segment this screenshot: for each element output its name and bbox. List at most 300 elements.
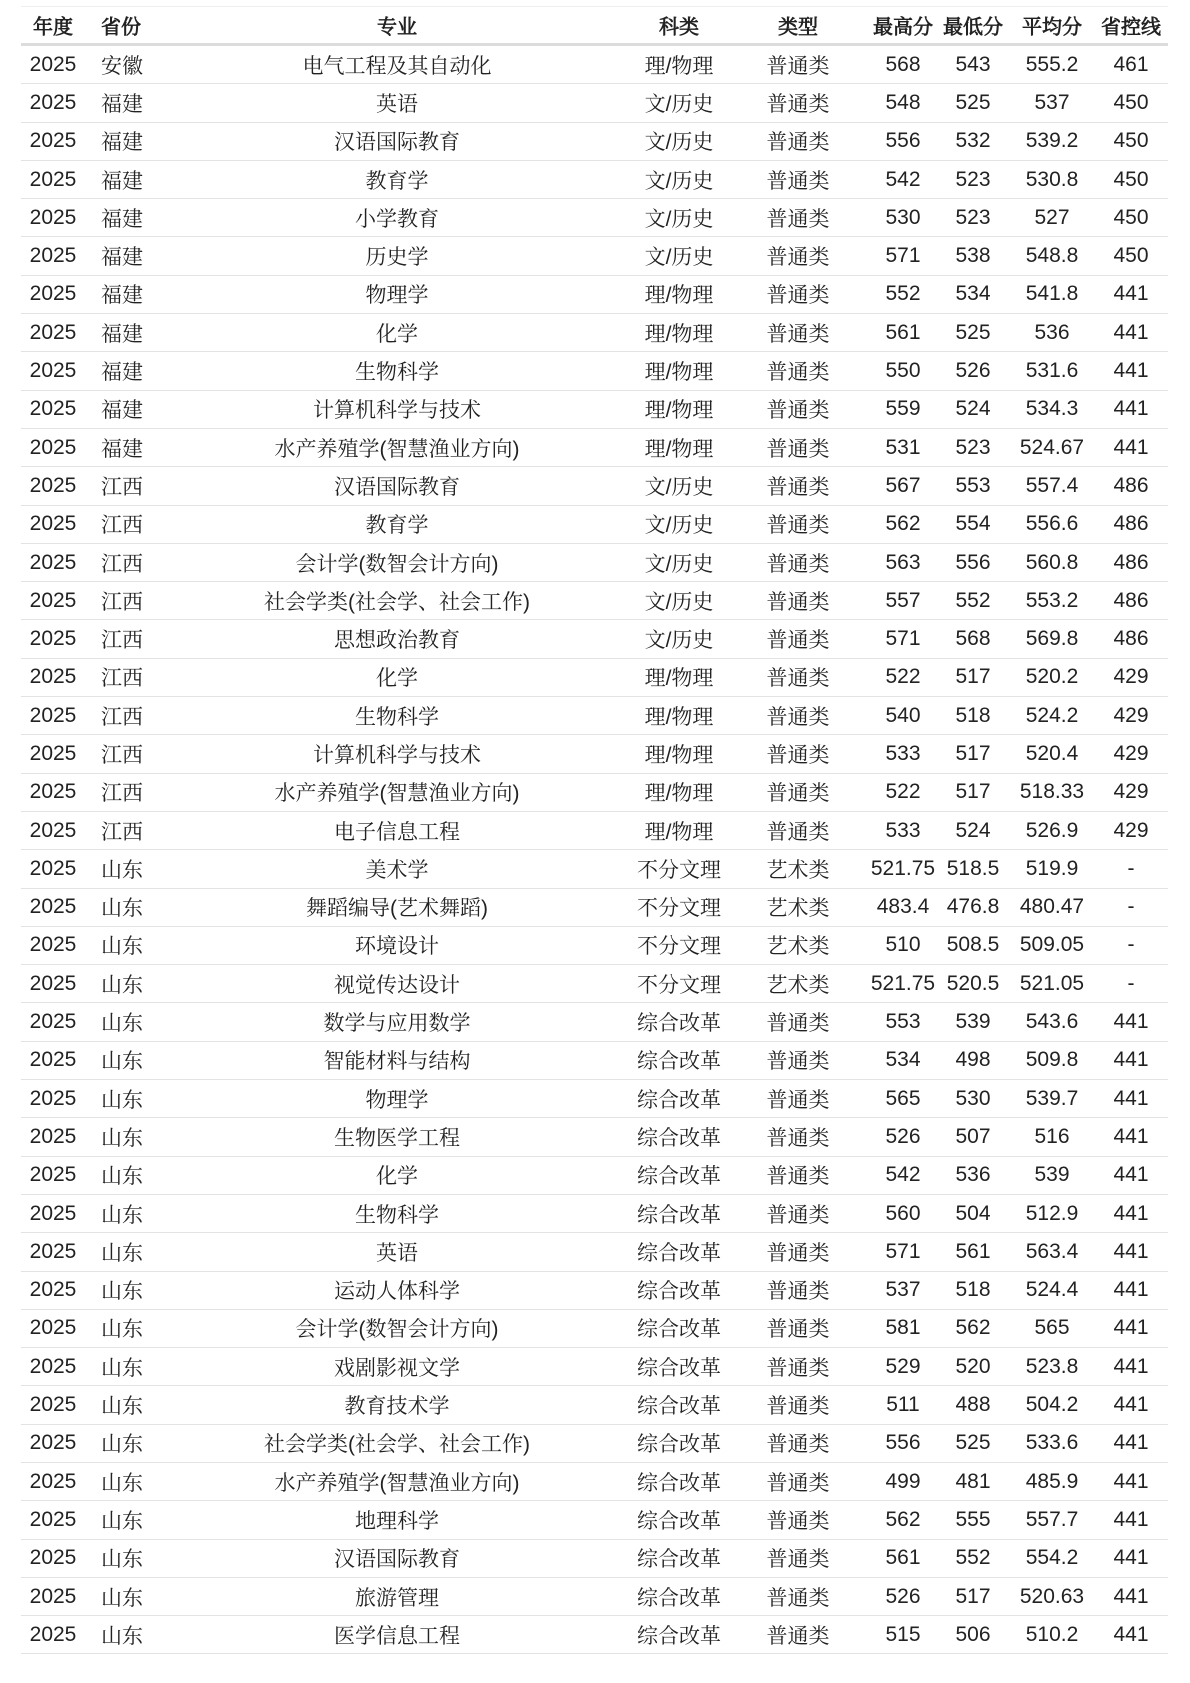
cell-admission-type: 普通类 [766,1050,830,1074]
table-row [21,1501,1168,1539]
cell-province: 江西 [101,667,143,691]
cell-avg-score: 539.2 [1025,129,1079,153]
table-row [21,46,1168,84]
cell-province: 山东 [101,1624,143,1648]
cell-provincial-line: 486 [1113,512,1149,536]
cell-subject-category: 理/物理 [644,782,714,806]
cell-subject-category: 综合改革 [637,1395,721,1419]
cell-provincial-line: 441 [1113,1622,1149,1646]
cell-avg-score: 524.2 [1025,703,1079,727]
cell-avg-score: 537 [1034,90,1070,114]
cell-province: 福建 [101,284,143,308]
cell-provincial-line: 441 [1113,1469,1149,1493]
cell-avg-score: 554.2 [1025,1546,1079,1570]
table-row [21,161,1168,199]
cell-admission-type: 普通类 [766,667,830,691]
cell-major: 教育学 [365,169,429,193]
cell-max-score: 556 [885,1431,921,1455]
table-row [21,1195,1168,1233]
table-row [21,506,1168,544]
table-row [21,1003,1168,1041]
cell-max-score: 550 [885,359,921,383]
cell-province: 福建 [101,92,143,116]
cell-major: 化学 [376,667,418,691]
cell-admission-type: 普通类 [766,92,830,116]
cell-max-score: 567 [885,473,921,497]
cell-subject-category: 综合改革 [637,1586,721,1610]
cell-province: 安徽 [101,54,143,78]
cell-provincial-line: 441 [1113,1354,1149,1378]
cell-year: 2025 [29,627,77,651]
cell-province: 江西 [101,552,143,576]
cell-subject-category: 综合改革 [637,1088,721,1112]
cell-province: 山东 [101,935,143,959]
cell-provincial-line: 429 [1113,665,1149,689]
cell-max-score: 483.4 [876,895,930,919]
cell-max-score: 510 [885,933,921,957]
cell-avg-score: 526.9 [1025,818,1079,842]
cell-max-score: 553 [885,1010,921,1034]
cell-subject-category: 不分文理 [637,897,721,921]
cell-major: 生物医学工程 [334,1126,460,1150]
table-row [21,352,1168,390]
table-row [21,1080,1168,1118]
cell-provincial-line: 441 [1113,359,1149,383]
cell-max-score: 560 [885,1201,921,1225]
cell-major: 历史学 [365,246,429,270]
cell-max-score: 533 [885,818,921,842]
cell-year: 2025 [29,90,77,114]
cell-max-score: 568 [885,52,921,76]
cell-admission-type: 普通类 [766,782,830,806]
cell-major: 环境设计 [355,935,439,959]
cell-subject-category: 文/历史 [644,629,714,653]
cell-major: 电子信息工程 [334,820,460,844]
cell-avg-score: 533.6 [1025,1431,1079,1455]
header-min-score: 最低分 [943,16,1003,39]
cell-admission-type: 普通类 [766,590,830,614]
cell-provincial-line: 441 [1113,1086,1149,1110]
cell-subject-category: 不分文理 [637,935,721,959]
cell-admission-type: 普通类 [766,475,830,499]
cell-max-score: 521.75 [870,971,936,995]
cell-subject-category: 理/物理 [644,284,714,308]
cell-admission-type: 普通类 [766,361,830,385]
cell-province: 江西 [101,514,143,538]
cell-avg-score: 510.2 [1025,1622,1079,1646]
cell-major: 视觉传达设计 [334,973,460,997]
cell-year: 2025 [29,167,77,191]
cell-subject-category: 文/历史 [644,475,714,499]
cell-province: 山东 [101,1509,143,1533]
cell-major: 舞蹈编导(艺术舞蹈) [306,897,488,921]
cell-province: 山东 [101,1548,143,1572]
table-row [21,620,1168,658]
cell-min-score: 498 [955,1048,991,1072]
cell-major: 水产养殖学(智慧渔业方向) [274,1471,520,1495]
cell-min-score: 518 [955,703,991,727]
cell-min-score: 556 [955,550,991,574]
cell-admission-type: 普通类 [766,743,830,767]
cell-max-score: 526 [885,1124,921,1148]
cell-major: 会计学(数智会计方向) [295,552,499,576]
cell-subject-category: 理/物理 [644,705,714,729]
cell-admission-type: 普通类 [766,705,830,729]
cell-provincial-line: 441 [1113,435,1149,459]
cell-avg-score: 520.63 [1019,1584,1085,1608]
table-row [21,1540,1168,1578]
cell-provincial-line: 486 [1113,550,1149,574]
cell-admission-type: 普通类 [766,514,830,538]
cell-subject-category: 综合改革 [637,1165,721,1189]
table-row [21,123,1168,161]
cell-provincial-line: 486 [1113,473,1149,497]
table-row [21,659,1168,697]
cell-max-score: 561 [885,1546,921,1570]
cell-avg-score: 480.47 [1019,895,1085,919]
cell-province: 山东 [101,973,143,997]
cell-provincial-line: 450 [1113,244,1149,268]
cell-avg-score: 512.9 [1025,1201,1079,1225]
cell-admission-type: 普通类 [766,1509,830,1533]
cell-avg-score: 520.4 [1025,741,1079,765]
cell-major: 化学 [376,1165,418,1189]
table-row [21,1616,1168,1654]
cell-max-score: 565 [885,1086,921,1110]
cell-major: 物理学 [365,1088,429,1112]
cell-major: 教育技术学 [344,1395,450,1419]
cell-provincial-line: 441 [1113,1048,1149,1072]
table-row [21,1042,1168,1080]
cell-max-score: 533 [885,741,921,765]
cell-year: 2025 [29,1201,77,1225]
cell-avg-score: 524.4 [1025,1278,1079,1302]
header-subject-category: 科类 [659,16,699,39]
cell-max-score: 531 [885,435,921,459]
cell-major: 社会学类(社会学、社会工作) [264,590,530,614]
cell-min-score: 476.8 [946,895,1000,919]
cell-major: 生物科学 [355,361,439,385]
cell-avg-score: 509.8 [1025,1048,1079,1072]
cell-year: 2025 [29,205,77,229]
cell-min-score: 518 [955,1278,991,1302]
cell-subject-category: 文/历史 [644,514,714,538]
cell-subject-category: 综合改革 [637,1241,721,1265]
cell-max-score: 515 [885,1622,921,1646]
cell-min-score: 530 [955,1086,991,1110]
cell-major: 戏剧影视文学 [334,1356,460,1380]
cell-province: 山东 [101,1126,143,1150]
table-row [21,582,1168,620]
table-row [21,84,1168,122]
cell-major: 化学 [376,322,418,346]
cell-avg-score: 539.7 [1025,1086,1079,1110]
cell-avg-score: 531.6 [1025,359,1079,383]
cell-avg-score: 543.6 [1025,1010,1079,1034]
cell-avg-score: 555.2 [1025,52,1079,76]
cell-max-score: 561 [885,320,921,344]
cell-max-score: 581 [885,1316,921,1340]
cell-admission-type: 普通类 [766,131,830,155]
cell-year: 2025 [29,282,77,306]
cell-max-score: 542 [885,167,921,191]
cell-subject-category: 综合改革 [637,1548,721,1572]
cell-year: 2025 [29,1393,77,1417]
cell-avg-score: 504.2 [1025,1393,1079,1417]
cell-major: 小学教育 [355,207,439,231]
cell-admission-type: 普通类 [766,437,830,461]
cell-year: 2025 [29,1010,77,1034]
cell-min-score: 524 [955,397,991,421]
cell-admission-type: 普通类 [766,1624,830,1648]
cell-province: 山东 [101,897,143,921]
cell-major: 英语 [376,1241,418,1265]
cell-max-score: 522 [885,780,921,804]
cell-subject-category: 不分文理 [637,973,721,997]
cell-admission-type: 普通类 [766,1395,830,1419]
table-row [21,1463,1168,1501]
cell-provincial-line: 441 [1113,1393,1149,1417]
cell-admission-type: 普通类 [766,322,830,346]
table-row [21,889,1168,927]
table-header [21,7,1168,46]
cell-subject-category: 综合改革 [637,1471,721,1495]
cell-major: 英语 [376,92,418,116]
cell-min-score: 520.5 [946,971,1000,995]
cell-year: 2025 [29,703,77,727]
cell-year: 2025 [29,1546,77,1570]
cell-max-score: 540 [885,703,921,727]
cell-province: 福建 [101,131,143,155]
cell-max-score: 571 [885,1239,921,1263]
cell-min-score: 534 [955,282,991,306]
cell-min-score: 517 [955,780,991,804]
header-major: 专业 [377,16,417,39]
cell-admission-type: 普通类 [766,1165,830,1189]
cell-admission-type: 普通类 [766,284,830,308]
cell-province: 福建 [101,399,143,423]
cell-provincial-line: 486 [1113,627,1149,651]
cell-province: 山东 [101,1433,143,1457]
cell-province: 山东 [101,1318,143,1342]
cell-min-score: 562 [955,1316,991,1340]
cell-admission-type: 普通类 [766,246,830,270]
cell-admission-type: 普通类 [766,207,830,231]
cell-provincial-line: 461 [1113,52,1149,76]
table-row [21,199,1168,237]
cell-min-score: 568 [955,627,991,651]
cell-avg-score: 557.7 [1025,1507,1079,1531]
cell-subject-category: 理/物理 [644,322,714,346]
cell-max-score: 557 [885,588,921,612]
cell-min-score: 517 [955,741,991,765]
cell-year: 2025 [29,473,77,497]
cell-avg-score: 516 [1034,1124,1070,1148]
cell-province: 山东 [101,1050,143,1074]
header-provincial-line: 省控线 [1101,16,1161,39]
cell-subject-category: 理/物理 [644,399,714,423]
cell-min-score: 543 [955,52,991,76]
cell-admission-type: 普通类 [766,54,830,78]
cell-max-score: 521.75 [870,856,936,880]
table-row [21,1118,1168,1156]
cell-subject-category: 理/物理 [644,667,714,691]
cell-province: 山东 [101,1241,143,1265]
cell-subject-category: 文/历史 [644,207,714,231]
cell-avg-score: 518.33 [1019,780,1085,804]
cell-avg-score: 553.2 [1025,588,1079,612]
cell-provincial-line: - [1127,895,1135,919]
cell-avg-score: 539 [1034,1163,1070,1187]
table-row [21,544,1168,582]
cell-major: 教育学 [365,514,429,538]
cell-province: 江西 [101,590,143,614]
cell-major: 电气工程及其自动化 [302,54,492,78]
table-row [21,276,1168,314]
cell-subject-category: 文/历史 [644,552,714,576]
cell-min-score: 552 [955,588,991,612]
cell-provincial-line: 450 [1113,90,1149,114]
cell-avg-score: 527 [1034,205,1070,229]
cell-year: 2025 [29,1048,77,1072]
cell-major: 智能材料与结构 [323,1050,471,1074]
cell-max-score: 542 [885,1163,921,1187]
cell-provincial-line: 441 [1113,1010,1149,1034]
cell-provincial-line: 429 [1113,780,1149,804]
cell-admission-type: 普通类 [766,169,830,193]
cell-year: 2025 [29,780,77,804]
cell-year: 2025 [29,359,77,383]
cell-subject-category: 综合改革 [637,1624,721,1648]
cell-provincial-line: 441 [1113,1431,1149,1455]
cell-year: 2025 [29,1316,77,1340]
cell-avg-score: 560.8 [1025,550,1079,574]
cell-min-score: 517 [955,665,991,689]
cell-provincial-line: 441 [1113,397,1149,421]
cell-year: 2025 [29,1163,77,1187]
cell-provincial-line: 486 [1113,588,1149,612]
cell-min-score: 552 [955,1546,991,1570]
admission-scores-table [21,6,1168,1654]
table-row [21,429,1168,467]
cell-province: 福建 [101,207,143,231]
cell-subject-category: 综合改革 [637,1280,721,1304]
cell-provincial-line: 450 [1113,167,1149,191]
cell-major: 思想政治教育 [334,629,460,653]
cell-subject-category: 综合改革 [637,1126,721,1150]
cell-admission-type: 普通类 [766,1280,830,1304]
cell-max-score: 571 [885,244,921,268]
cell-avg-score: 524.67 [1019,435,1085,459]
table-row [21,467,1168,505]
cell-major: 医学信息工程 [334,1624,460,1648]
cell-max-score: 563 [885,550,921,574]
cell-avg-score: 530.8 [1025,167,1079,191]
cell-min-score: 506 [955,1622,991,1646]
cell-major: 汉语国际教育 [334,131,460,155]
cell-provincial-line: 441 [1113,1316,1149,1340]
cell-year: 2025 [29,512,77,536]
cell-year: 2025 [29,895,77,919]
table-row [21,314,1168,352]
cell-province: 福建 [101,246,143,270]
cell-province: 山东 [101,1471,143,1495]
cell-year: 2025 [29,665,77,689]
cell-province: 山东 [101,1280,143,1304]
cell-min-score: 525 [955,90,991,114]
cell-year: 2025 [29,1431,77,1455]
cell-year: 2025 [29,741,77,765]
cell-province: 山东 [101,1586,143,1610]
cell-max-score: 556 [885,129,921,153]
table-row [21,1578,1168,1616]
cell-min-score: 553 [955,473,991,497]
cell-province: 江西 [101,743,143,767]
cell-max-score: 522 [885,665,921,689]
cell-admission-type: 普通类 [766,1088,830,1112]
header-year: 年度 [33,16,73,39]
cell-provincial-line: 429 [1113,818,1149,842]
cell-avg-score: 534.3 [1025,397,1079,421]
header-province: 省份 [101,16,141,39]
cell-subject-category: 综合改革 [637,1356,721,1380]
cell-min-score: 555 [955,1507,991,1531]
cell-year: 2025 [29,320,77,344]
cell-max-score: 499 [885,1469,921,1493]
cell-max-score: 530 [885,205,921,229]
cell-province: 福建 [101,169,143,193]
cell-min-score: 507 [955,1124,991,1148]
cell-subject-category: 综合改革 [637,1203,721,1227]
table-row [21,1386,1168,1424]
cell-province: 江西 [101,782,143,806]
cell-max-score: 534 [885,1048,921,1072]
cell-avg-score: 509.05 [1019,933,1085,957]
cell-provincial-line: 441 [1113,1124,1149,1148]
cell-avg-score: 536 [1034,320,1070,344]
cell-admission-type: 艺术类 [766,935,830,959]
cell-admission-type: 普通类 [766,399,830,423]
cell-major: 水产养殖学(智慧渔业方向) [274,437,520,461]
cell-admission-type: 普通类 [766,1433,830,1457]
cell-admission-type: 普通类 [766,1356,830,1380]
table-row [21,735,1168,773]
table-row [21,965,1168,1003]
cell-subject-category: 文/历史 [644,131,714,155]
cell-max-score: 559 [885,397,921,421]
cell-year: 2025 [29,244,77,268]
cell-admission-type: 普通类 [766,820,830,844]
table-row [21,850,1168,888]
cell-year: 2025 [29,971,77,995]
cell-year: 2025 [29,933,77,957]
cell-province: 山东 [101,1012,143,1036]
cell-year: 2025 [29,1507,77,1531]
table-row [21,1233,1168,1271]
cell-min-score: 523 [955,205,991,229]
cell-year: 2025 [29,1124,77,1148]
cell-major: 生物科学 [355,705,439,729]
cell-max-score: 548 [885,90,921,114]
cell-admission-type: 普通类 [766,1318,830,1342]
cell-max-score: 537 [885,1278,921,1302]
table-row [21,1157,1168,1195]
cell-min-score: 488 [955,1393,991,1417]
cell-province: 福建 [101,437,143,461]
cell-major: 汉语国际教育 [334,475,460,499]
cell-provincial-line: 441 [1113,1507,1149,1531]
cell-major: 运动人体科学 [334,1280,460,1304]
